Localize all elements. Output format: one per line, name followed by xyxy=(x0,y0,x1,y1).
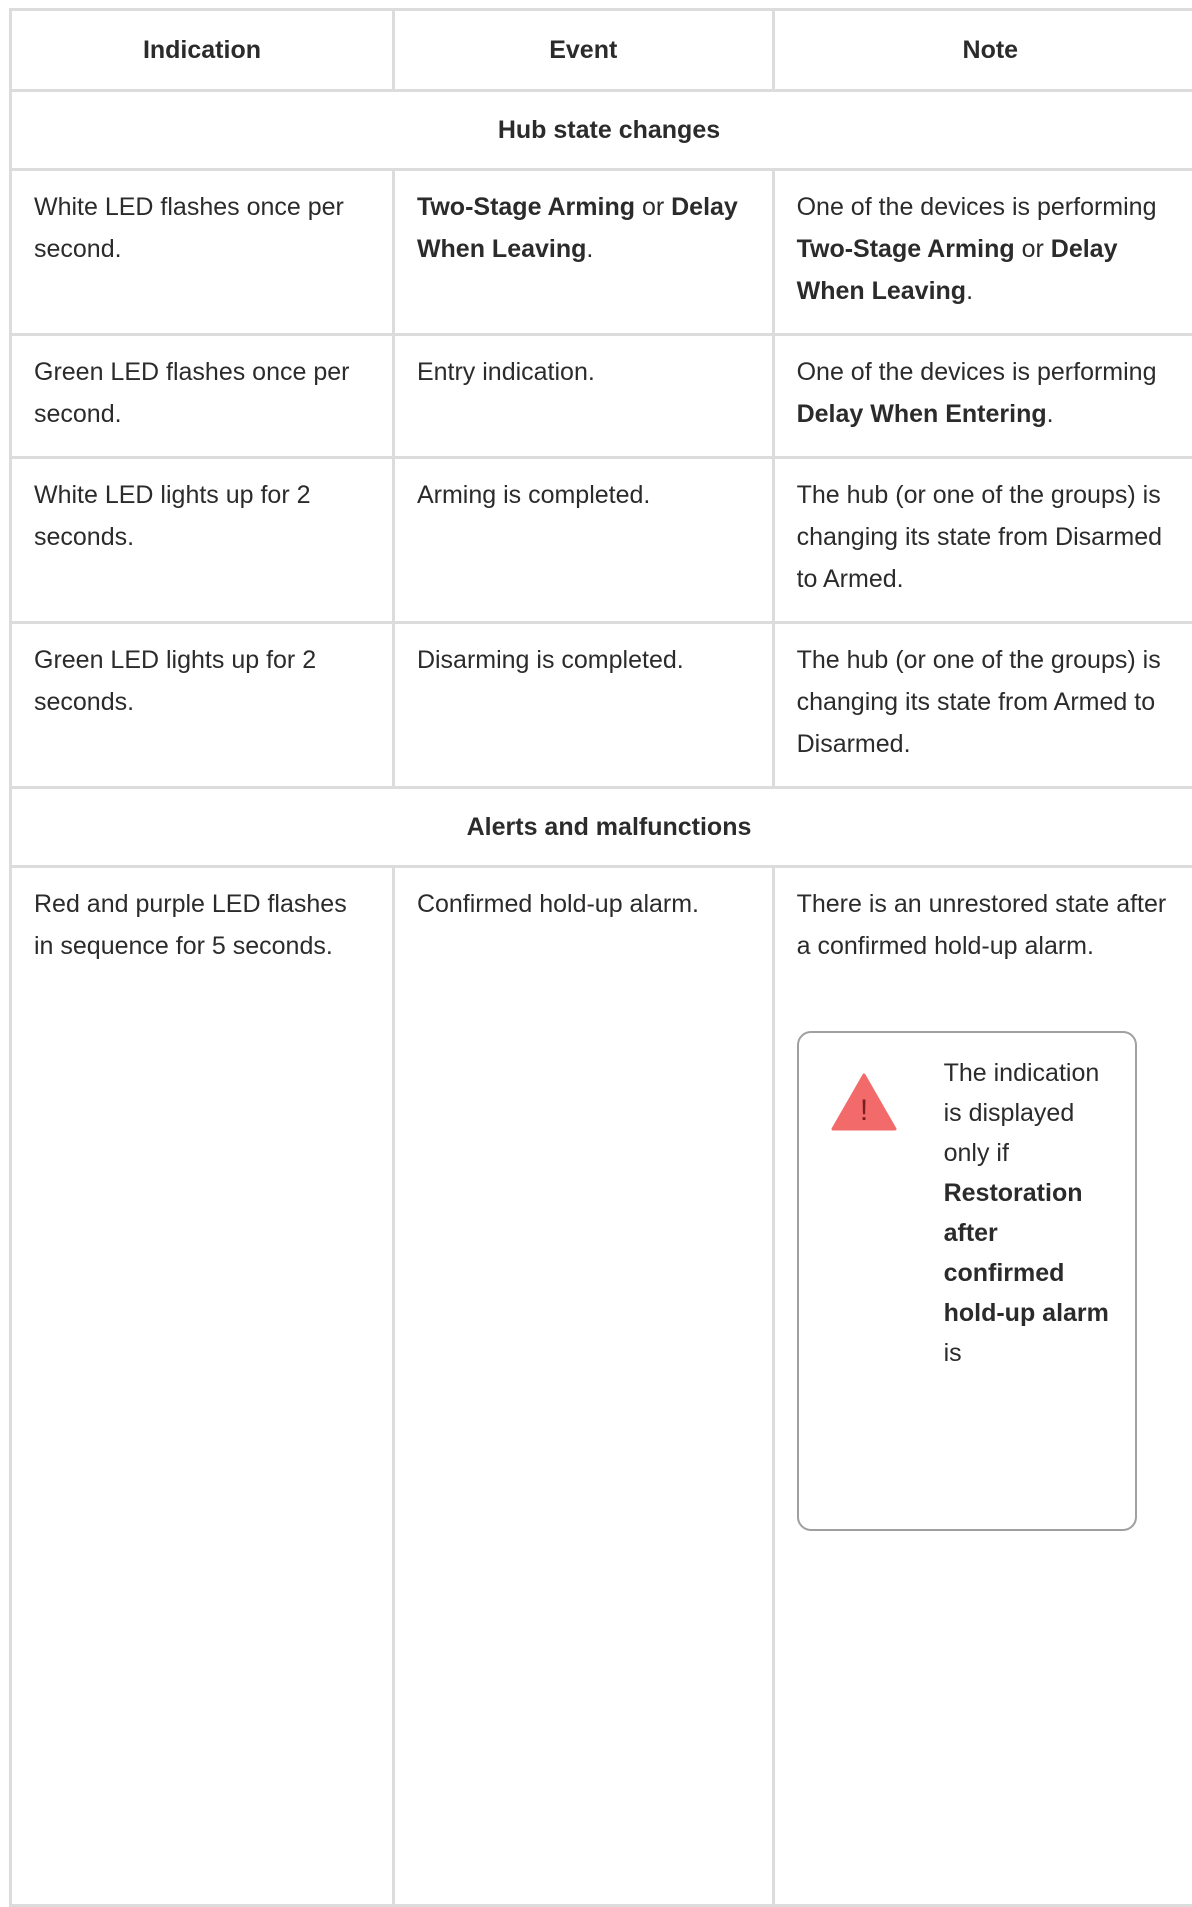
text: is xyxy=(944,1339,962,1367)
bold-term: Restoration after confirmed hold-up alarm xyxy=(944,1179,1109,1327)
table-row xyxy=(11,623,1192,788)
cell-event xyxy=(393,170,773,335)
cell-indication: Red and purple LED flashes in sequence for 5 seconds. xyxy=(11,867,394,1906)
led-indication-table xyxy=(9,8,1192,1907)
cell-note xyxy=(773,867,1192,1906)
text: . xyxy=(586,235,593,263)
header-indication: Indication xyxy=(11,10,394,91)
cell-note: The hub (or one of the groups) is changing its state from Armed to Disarmed. xyxy=(773,623,1192,788)
cell-event: Arming is completed. xyxy=(393,458,773,623)
text: The indication is displayed only if xyxy=(944,1059,1100,1167)
cell-note xyxy=(773,335,1192,458)
bold-term: Delay When Entering xyxy=(797,400,1047,428)
text: . xyxy=(1047,400,1054,428)
cell-indication: White LED flashes once per second. xyxy=(11,170,394,335)
warning-callout xyxy=(797,1031,1137,1531)
note-text: There is an unrestored state after a confirmed hold-up alarm. xyxy=(797,883,1184,967)
text: or xyxy=(1015,235,1051,263)
header-note: Note xyxy=(773,10,1192,91)
section-row xyxy=(11,91,1192,170)
text: . xyxy=(966,277,973,305)
bold-term: Two-Stage Arming xyxy=(417,193,635,221)
table-row xyxy=(11,458,1192,623)
cell-event: Entry indication. xyxy=(393,335,773,458)
header-event: Event xyxy=(393,10,773,91)
cell-event: Disarming is completed. xyxy=(393,623,773,788)
text: One of the devices is performing xyxy=(797,193,1157,221)
text: One of the devices is performing xyxy=(797,358,1157,386)
bold-term: Delay When Leaving xyxy=(797,235,1118,305)
table-row xyxy=(11,335,1192,458)
cell-note xyxy=(773,170,1192,335)
section-alerts-and-malfunctions: Alerts and malfunctions xyxy=(11,788,1192,867)
table-row xyxy=(11,170,1192,335)
cell-indication: Green LED lights up for 2 seconds. xyxy=(11,623,394,788)
bold-term: Two-Stage Arming xyxy=(797,235,1015,263)
text: or xyxy=(635,193,671,221)
cell-note: The hub (or one of the groups) is changing its state from Disarmed to Armed. xyxy=(773,458,1192,623)
svg-text:!: ! xyxy=(859,1094,867,1127)
table-header-row xyxy=(11,10,1192,91)
warning-triangle-icon xyxy=(831,1073,897,1131)
bold-term: Delay When Leaving xyxy=(417,193,738,263)
section-row xyxy=(11,788,1192,867)
section-hub-state-changes: Hub state changes xyxy=(11,91,1192,170)
warning-text xyxy=(944,1053,1115,1373)
cell-indication: Green LED flashes once per second. xyxy=(11,335,394,458)
cell-event: Confirmed hold-up alarm. xyxy=(393,867,773,1906)
table-row xyxy=(11,867,1192,1906)
cell-indication: White LED lights up for 2 seconds. xyxy=(11,458,394,623)
